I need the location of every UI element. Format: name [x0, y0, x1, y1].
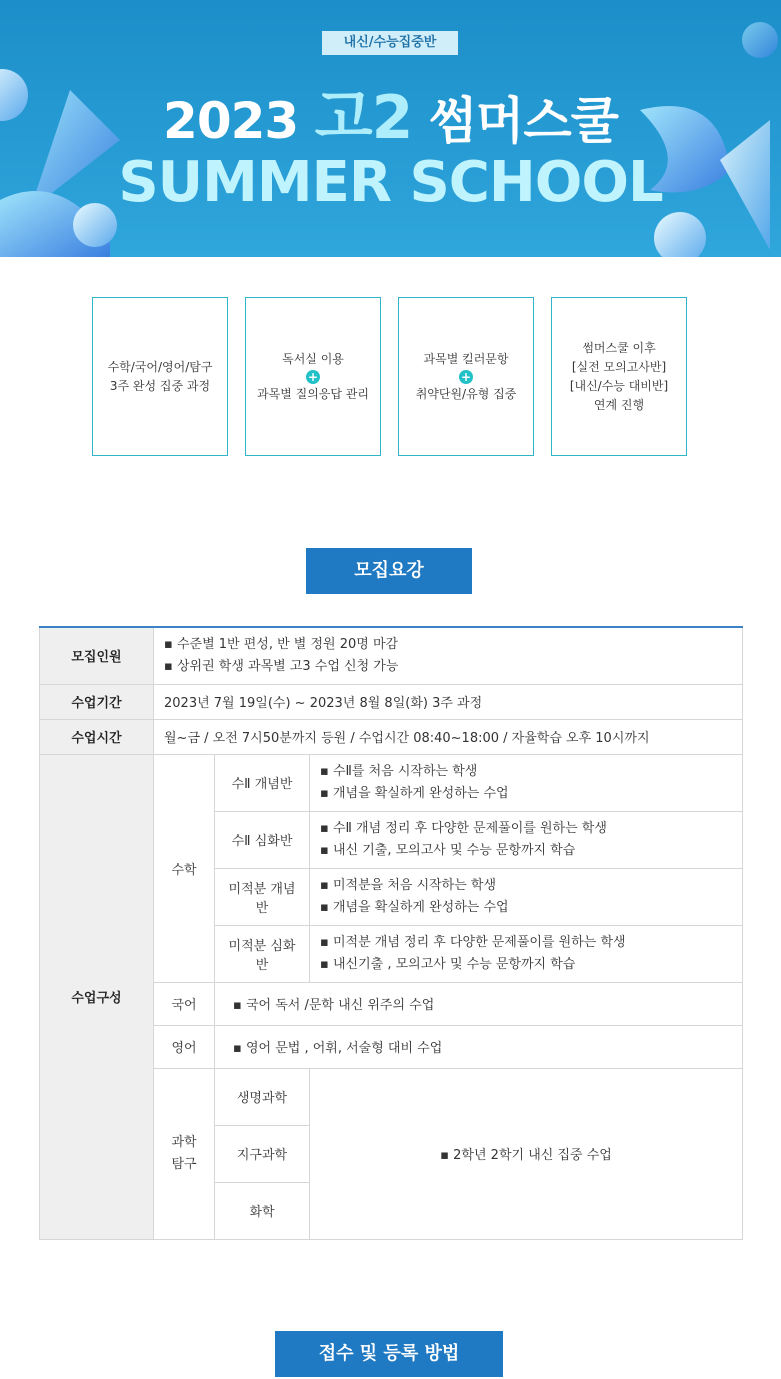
hero-subtitle: SUMMER SCHOOL — [118, 150, 663, 215]
feature-box: 독서실 이용 + 과목별 질의응답 관리 — [245, 297, 381, 456]
row-label: 수업구성 — [40, 754, 154, 1239]
hero-banner — [0, 0, 781, 257]
feature-box: 썸머스쿨 이후 [실전 모의고사반] [내신/수능 대비반] 연계 진행 — [551, 297, 687, 456]
subject-cell: 영어 — [154, 1025, 215, 1068]
plus-icon: + — [460, 369, 472, 384]
hero-badge: 내신/수능집중반 — [322, 31, 458, 55]
table-row — [40, 754, 743, 811]
hero-title: 2023 고2 썸머스쿨 — [163, 83, 618, 153]
feature-boxes — [92, 297, 692, 458]
feature-box: 수학/국어/영어/탐구 3주 완성 집중 과정 — [92, 297, 228, 456]
class-desc: ▪ 영어 문법 , 어휘, 서술형 대비 수업 — [215, 1025, 743, 1068]
subject-cell: 수학 — [154, 754, 215, 982]
class-name: 수Ⅱ 개념반 — [215, 754, 310, 811]
table-row — [40, 627, 743, 684]
recruit-table — [39, 626, 743, 1240]
class-desc: ▪ 수Ⅱ 개념 정리 후 다양한 문제풀이를 원하는 학생 ▪ 내신 기출, 모의고사 및 수능 문항까지 학습 — [310, 811, 743, 868]
subject-cell: 국어 — [154, 982, 215, 1025]
class-desc: ▪ 미적분을 처음 시작하는 학생 ▪ 개념을 확실하게 완성하는 수업 — [310, 868, 743, 925]
row-content: 월~금 / 오전 7시50분까지 등원 / 수업시간 08:40~18:00 / 자율학습 오후 10시까지 — [154, 719, 743, 754]
register-section-title: 접수 및 등록 방법 — [275, 1331, 503, 1377]
row-label: 수업시간 — [40, 719, 154, 754]
row-label: 수업기간 — [40, 684, 154, 719]
row-content: ▪ 수준별 1반 편성, 반 별 정원 20명 마감 ▪ 상위권 학생 과목별 고3 수업 신청 가능 — [154, 627, 743, 684]
row-content: 2023년 7월 19일(수) ~ 2023년 8월 8일(화) 3주 과정 — [154, 684, 743, 719]
recruit-section-title: 모집요강 — [306, 548, 472, 594]
class-name: 화학 — [215, 1182, 310, 1239]
class-desc: ▪ 수Ⅱ를 처음 시작하는 학생 ▪ 개념을 확실하게 완성하는 수업 — [310, 754, 743, 811]
class-name: 지구과학 — [215, 1125, 310, 1182]
table-row — [40, 684, 743, 719]
class-name: 미적분 심화반 — [215, 925, 310, 982]
feature-box: 과목별 킬러문항 + 취약단원/유형 집중 — [398, 297, 534, 456]
class-name: 수Ⅱ 심화반 — [215, 811, 310, 868]
class-name: 미적분 개념반 — [215, 868, 310, 925]
subject-cell: 과학 탐구 — [154, 1068, 215, 1239]
row-label: 모집인원 — [40, 627, 154, 684]
class-desc: ▪ 미적분 개념 정리 후 다양한 문제풀이를 원하는 학생 ▪ 내신기출 , 모의고사 및 수능 문항까지 학습 — [310, 925, 743, 982]
plus-icon: + — [307, 369, 319, 384]
class-name: 생명과학 — [215, 1068, 310, 1125]
class-desc: ▪ 국어 독서 /문학 내신 위주의 수업 — [215, 982, 743, 1025]
class-desc: ▪ 2학년 2학기 내신 집중 수업 — [310, 1068, 743, 1239]
hero-title-highlight: 고2 — [314, 83, 413, 153]
table-row — [40, 719, 743, 754]
